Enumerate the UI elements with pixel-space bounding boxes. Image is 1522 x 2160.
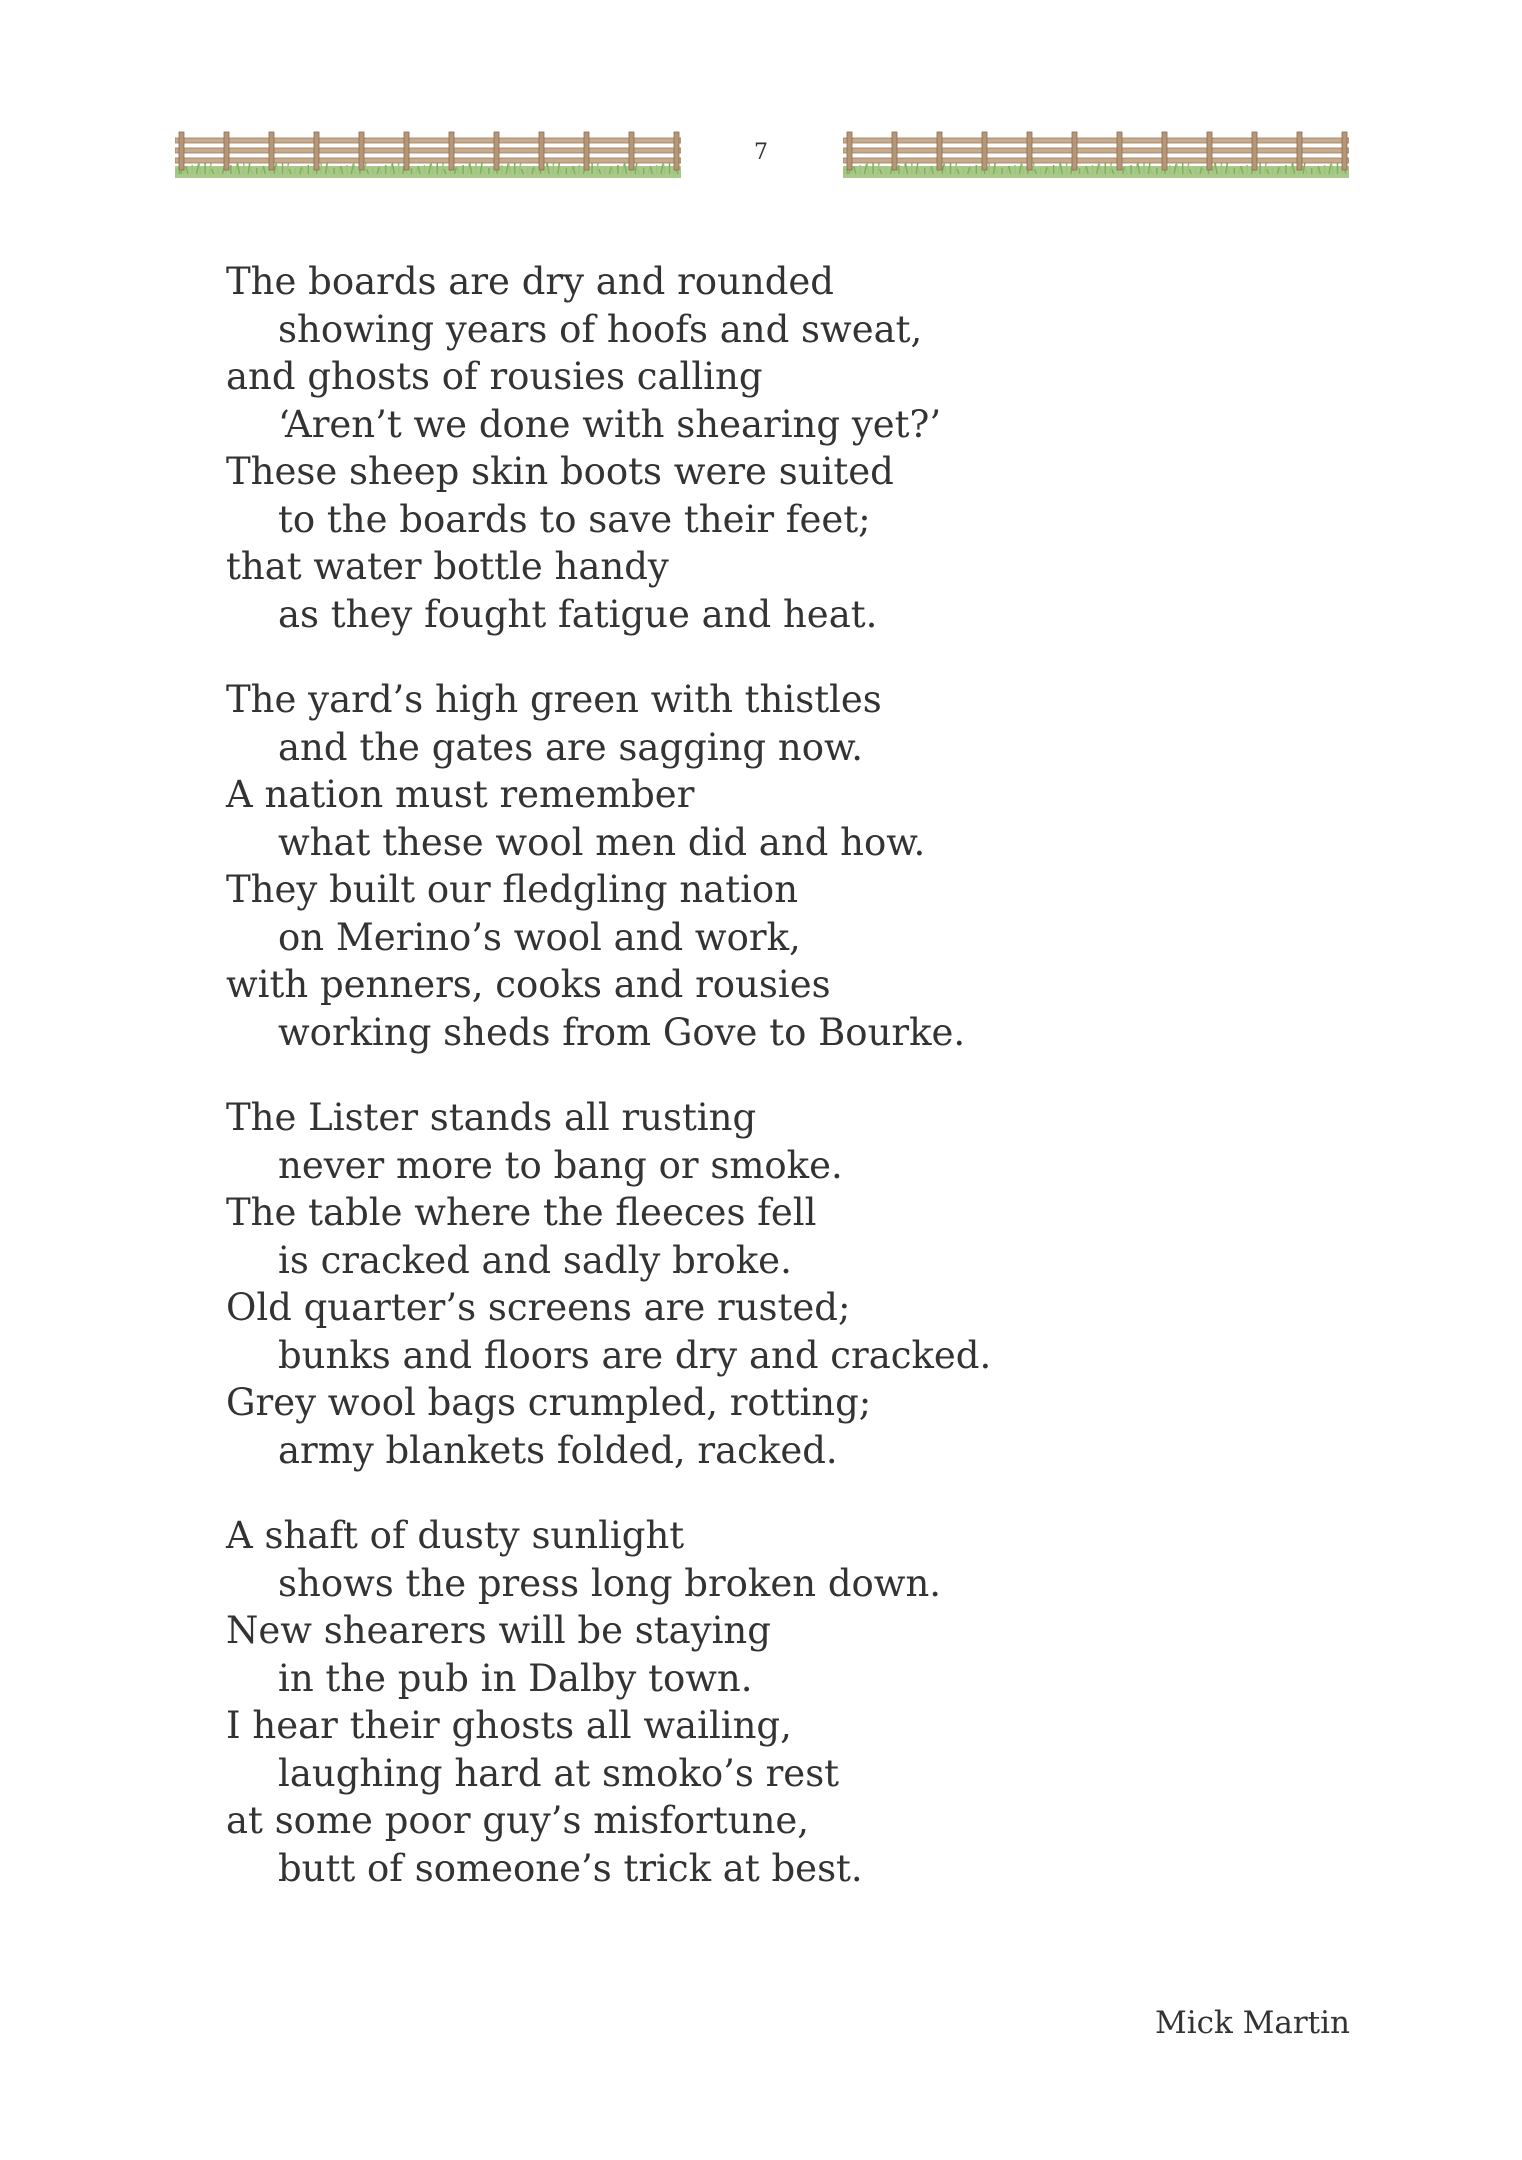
stanza	[226, 258, 1226, 638]
poem-line: showing years of hoofs and sweat,	[278, 307, 923, 351]
poem-line: The boards are dry and rounded	[226, 260, 834, 303]
poem-line: They built our fledgling nation	[226, 868, 799, 911]
poem-line: is cracked and sadly broke.	[278, 1238, 792, 1282]
poem-line: never more to bang or smoke.	[278, 1143, 843, 1187]
poem-line: Old quarter’s screens are rusted;	[226, 1286, 851, 1329]
poem-line: I hear their ghosts all wailing,	[226, 1704, 792, 1747]
poem-line: and the gates are sagging now.	[278, 725, 864, 769]
poem-line: butt of someone’s trick at best.	[278, 1846, 863, 1890]
poem-line: bunks and floors are dry and cracked.	[278, 1333, 992, 1377]
poem-line: working sheds from Gove to Bourke.	[278, 1010, 966, 1054]
poem-line: that water bottle handy	[226, 545, 669, 588]
poem-line: at some poor guy’s misfortune,	[226, 1799, 810, 1842]
fence-grass-icon	[175, 128, 681, 178]
poem-body	[226, 258, 1226, 1930]
stanza	[226, 676, 1226, 1056]
poem-line: on Merino’s wool and work,	[278, 915, 801, 959]
stanza	[226, 1512, 1226, 1892]
poem-line: These sheep skin boots were suited	[226, 450, 894, 493]
poem-line: The table where the fleeces fell	[226, 1191, 817, 1234]
poem-line: in the pub in Dalby town.	[278, 1656, 753, 1700]
poem-line: New shearers will be staying	[226, 1609, 771, 1652]
poem-line: as they fought fatigue and heat.	[278, 592, 878, 636]
page-header	[0, 128, 1522, 184]
poem-line: army blankets folded, racked.	[278, 1428, 838, 1472]
author-name: Mick Martin	[1154, 2005, 1350, 2041]
fence-grass-icon	[843, 128, 1349, 178]
poem-line: A shaft of dusty sunlight	[226, 1514, 685, 1557]
poem-line: shows the press long broken down.	[278, 1561, 942, 1605]
poem-line: what these wool men did and how.	[278, 820, 926, 864]
poem-line: ‘Aren’t we done with shearing yet?’	[278, 402, 942, 446]
poem-line: and ghosts of rousies calling	[226, 355, 763, 398]
poem-line: A nation must remember	[226, 773, 695, 816]
page-number: 7	[754, 140, 768, 165]
poem-line: with penners, cooks and rousies	[226, 963, 831, 1006]
poem-line: The yard’s high green with thistles	[226, 678, 882, 721]
poem-line: The Lister stands all rusting	[226, 1096, 757, 1139]
poem-line: Grey wool bags crumpled, rotting;	[226, 1381, 872, 1424]
poem-line: to the boards to save their feet;	[278, 497, 871, 541]
poem-line: laughing hard at smoko’s rest	[278, 1751, 840, 1795]
stanza	[226, 1094, 1226, 1474]
